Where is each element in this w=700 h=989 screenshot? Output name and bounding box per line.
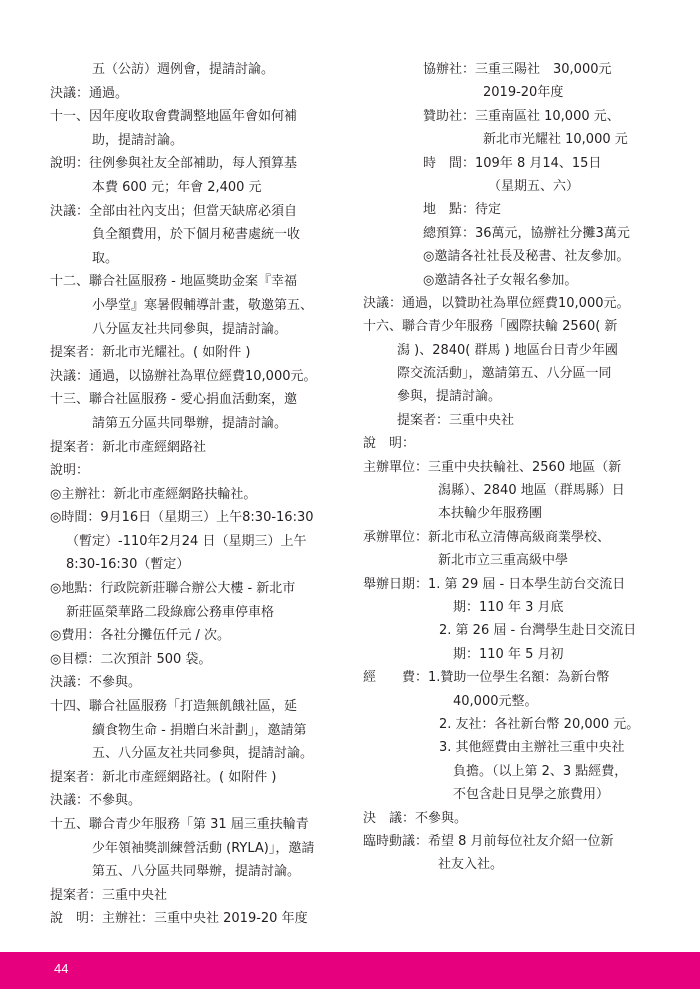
text-line: 地 點：待定 (423, 202, 502, 218)
text-line: 決議：不參與。 (50, 793, 142, 809)
text-line: ◎邀請各社子女報名參加。 (423, 272, 578, 288)
text-line: 十四、聯合社區服務「打造無飢餓社區，延 (50, 699, 298, 715)
text-line: 決議：全部由社內支出；但當天缺席必須自 (50, 203, 298, 219)
text-line: 助，提請討論。 (92, 132, 184, 148)
text-line: 新莊區榮華路二段綠廊公務車停車格 (66, 604, 275, 620)
text-line: 負擔。（以上第 2、3 點經費， (453, 763, 628, 779)
text-line: 主辦單位：三重中央扶輪社、2560 地區（新 (363, 459, 622, 475)
text-line: 協辦社：三重三陽社 30,000元 (423, 62, 612, 77)
text-line: 參與，提請討論。 (397, 389, 502, 405)
text-line: （星期五、六） (488, 178, 580, 194)
text-line: 舉辦日期：1. 第 29 屆 - 日本學生訪台交流日 (363, 576, 626, 592)
text-line: 2019-20年度 (483, 85, 564, 101)
text-line: 決議：通過。 (50, 85, 129, 101)
text-line: 說 明：主辦社：三重中央社 2019-20 年度 (50, 911, 308, 927)
text-line: 提案者：新北市產經網路社 (50, 439, 207, 455)
text-line: 新北市立三重高級中學 (438, 553, 569, 569)
text-line: 本扶輪少年服務團 (438, 506, 543, 522)
text-line: 期：110 年 5 月初 (453, 646, 564, 662)
text-line: 臨時動議：希望 8 月前每位社友介紹一位新 (363, 833, 614, 849)
text-line: 說 明： (363, 436, 416, 452)
text-line: ◎主辦社：新北市產經網路扶輪社。 (50, 486, 257, 502)
text-line: 本費 600 元；年會 2,400 元 (92, 179, 262, 195)
text-line: 少年領袖獎訓練營活動 (RYLA)」，邀請 (92, 840, 315, 856)
text-line: 取。 (92, 250, 119, 266)
text-line: 經 費：1.贊助一位學生名額：為新台幣 (363, 670, 610, 686)
text-line: 決議：不參與。 (50, 675, 142, 691)
text-line: 續食物生命 - 捐贈白米計劃」，邀請第 (92, 722, 307, 738)
text-line: （暫定）-110年2月24 日（星期三）上午 (66, 533, 307, 549)
text-line: 提案者：三重中央社 (397, 412, 515, 428)
text-line: 請第五分區共同舉辦，提請討論。 (92, 415, 288, 431)
text-line: 3. 其他經費由主辦社三重中央社 (439, 740, 625, 756)
text-line: 新北市光耀社 10,000 元 (483, 132, 628, 148)
text-line: 潟 )、2840( 群馬 ) 地區台日青少年國 (397, 342, 618, 358)
text-line: 不包含赴日見學之旅費用） (453, 787, 610, 803)
text-line: 五（公訪）週例會，提請討論。 (92, 62, 275, 77)
text-line: 十六、聯合青少年服務「國際扶輪 2560( 新 (363, 319, 618, 335)
text-line: 提案者：三重中央社 (50, 887, 168, 903)
text-line: 十三、聯合社區服務 - 愛心捐血活動案，邀 (50, 392, 297, 408)
text-line: 2. 第 26 屆 - 台灣學生赴日交流日 (439, 623, 637, 639)
page-number: 44 (54, 961, 69, 976)
text-line: 八分區友社共同參與，提請討論。 (92, 321, 288, 337)
text-line: ◎費用：各社分攤伍仟元 / 次。 (50, 628, 230, 644)
text-line: ◎時間：9月16日（星期三）上午8:30-16:30 (50, 510, 314, 526)
text-line: ◎目標：二次預計 500 袋。 (50, 651, 212, 667)
text-line: 潟縣）、2840 地區（群馬縣）日 (438, 483, 625, 499)
text-line: ◎地點：行政院新莊聯合辦公大樓 - 新北市 (50, 581, 296, 597)
text-line: 五、八分區友社共同參與，提請討論。 (92, 746, 314, 762)
right-column (363, 58, 663, 877)
text-line: 2. 友社：各社新台幣 20,000 元。 (439, 716, 640, 732)
text-line: 期：110 年 3 月底 (453, 599, 564, 615)
text-line: 社友入社。 (438, 857, 504, 873)
text-line: 負全額費用，於下個月秘書處統一收 (92, 227, 301, 243)
text-line: 承辦單位：新北市私立清傳高級商業學校、 (363, 529, 611, 545)
text-line: 說明： (50, 463, 90, 479)
text-line: 決議：通過，以協辦社為單位經費10,000元。 (50, 368, 317, 384)
text-line: 十五、聯合青少年服務「第 31 屆三重扶輪青 (50, 817, 309, 832)
footer-bar (0, 952, 700, 989)
left-column (50, 58, 350, 931)
text-line: 8:30-16:30（暫定） (66, 557, 190, 573)
text-line: 小學堂』寒暑假輔導計畫，敬邀第五、 (92, 297, 314, 313)
text-line: 贊助社：三重南區社 10,000 元、 (423, 108, 620, 124)
text-line: 說明：往例參與社友全部補助，每人預算基 (50, 156, 298, 172)
text-line: 決 議：不參與。 (363, 810, 468, 826)
text-line: 決議：通過，以贊助社為單位經費10,000元。 (363, 295, 630, 311)
text-line: 總預算：36萬元，協辦社分攤3萬元 (423, 225, 630, 241)
text-line: 第五、八分區共同舉辦，提請討論。 (92, 864, 301, 880)
text-line: 時 間：109年 8 月14、15日 (423, 155, 602, 171)
text-line: 十一、因年度收取會費調整地區年會如何補 (50, 109, 298, 125)
text-line: 際交流活動」，邀請第五、八分區一同 (397, 366, 612, 382)
text-line: 提案者：新北市光耀社。( 如附件 ) (50, 345, 251, 361)
text-line: 40,000元整。 (453, 693, 538, 709)
text-line: ◎邀請各社社長及秘書、社友參加。 (423, 249, 630, 265)
text-line: 十二、聯合社區服務 - 地區獎助金案『幸福 (50, 274, 297, 290)
text-line: 提案者：新北市產經網路社。( 如附件 ) (50, 769, 277, 785)
